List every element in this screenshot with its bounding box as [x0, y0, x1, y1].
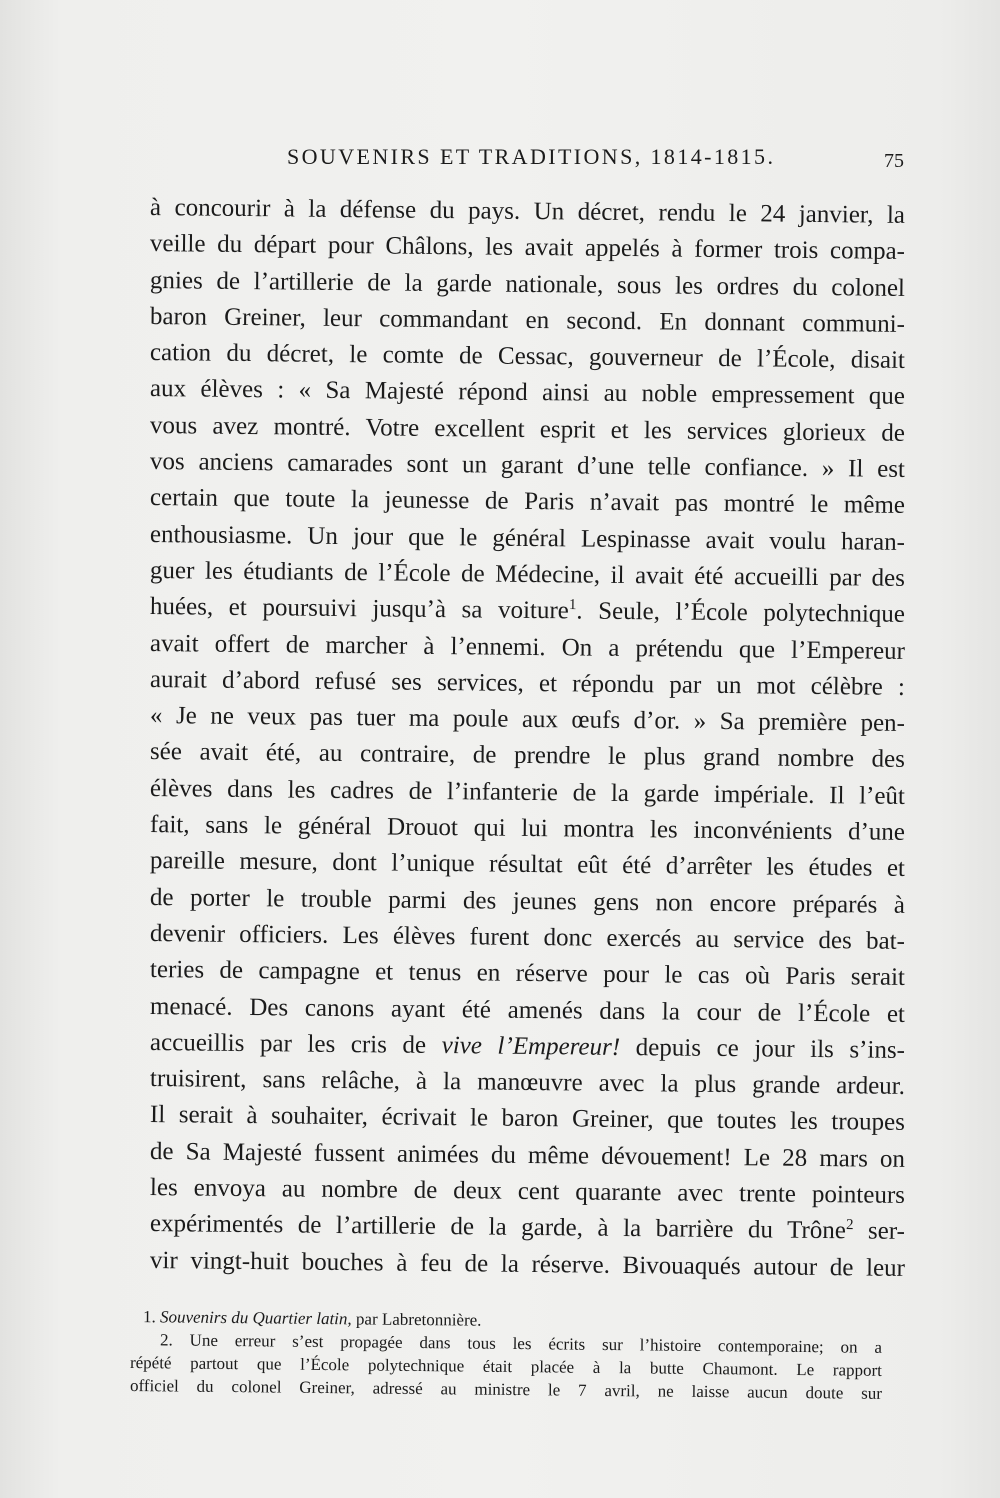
text-line: huées, et poursuivi jusqu’à sa voiture$^1$. Seule, l’École polytechnique	[149, 593, 906, 629]
text-line: vir vingt-huit bouches à feu de la réserve. Bivouaqués autour de leur	[149, 1246, 906, 1282]
text-line: enthousiasme. Un jour que le général Lespinasse avait voulu haran-	[149, 520, 906, 556]
text-line: guer les étudiants de l’École de Médecine, il avait été accueilli par des	[149, 556, 906, 592]
body-text	[149, 190, 906, 1282]
text-line: aurait d’abord refusé ses services, et répondu par un mot célèbre :	[149, 665, 906, 701]
running-title: SOUVENIRS ET TRADITIONS, 1814-1815.	[287, 144, 776, 169]
text-line: vos anciens camarades sont un garant d’une telle confiance. » Il est	[149, 448, 906, 483]
italic-phrase: vive l’Empereur!	[441, 1031, 621, 1061]
text-line: « Je ne veux pas tuer ma poule aux œufs d’or. » Sa première pen-	[149, 702, 906, 738]
footnote-2-line: 2. Une erreur s’est propagée dans tous les écrits sur l’histoire contemporaine; on a	[159, 1330, 883, 1357]
text-line: baron Greiner, leur commandant en second. En donnant communi-	[149, 302, 906, 338]
text-line: menacé. Des canons ayant été amenés dans la cour de l’École et	[149, 992, 906, 1028]
text-line: de Sa Majesté fussent animées du même dévouement! Le 28 mars on	[149, 1137, 906, 1173]
text-line: de porter le trouble parmi des jeunes gens non encore préparés à	[149, 883, 906, 919]
text-line: certain que toute la jeunesse de Paris n’avait pas montré le même	[149, 484, 906, 520]
footnote-1: 1. Souvenirs du Quartier latin, par Labretonnière.	[142, 1307, 482, 1330]
page-number: 75	[884, 150, 904, 172]
text-line: Il serait à souhaiter, écrivait le baron Greiner, que toutes les troupes	[149, 1101, 906, 1137]
footnote-ref: 1	[568, 597, 577, 614]
text-line: sée avait été, au contraire, de prendre le plus grand nombre des	[149, 738, 906, 774]
text-line: élèves dans les cadres de l’infanterie de la garde impériale. Il l’eût	[149, 774, 906, 810]
text-line: devenir officiers. Les élèves furent donc exercés au service des bat-	[149, 919, 906, 955]
footnote-2-line: répété partout que l’École polytechnique était placée à la butte Chaumont. Le rapport	[129, 1353, 883, 1380]
footnote-2-line: officiel du colonel Greiner, adressé au ministre le 7 avril, ne laisse aucun doute sur	[129, 1376, 883, 1403]
text-line: les envoya au nombre de deux cent quarante avec trente pointeurs	[149, 1174, 906, 1209]
text-line: gnies de l’artillerie de la garde nationale, sous les ordres du colonel	[149, 266, 906, 302]
text-line: pareille mesure, dont l’unique résultat eût été d’arrêter les études et	[149, 847, 906, 883]
footnotes	[129, 1305, 883, 1403]
text-line: accueillis par les cris de vive l’Empereur! depuis ce jour ils s’ins-	[149, 1028, 906, 1064]
text-line: teries de campagne et tenus en réserve pour le cas où Paris serait	[149, 956, 906, 992]
text-line: aux élèves : « Sa Majesté répond ainsi au noble empressement que	[149, 375, 906, 411]
text-line: fait, sans le général Drouot qui lui montra les inconvénients d’une	[149, 811, 906, 846]
text-line: à concourir à la défense du pays. Un décret, rendu le 24 janvier, la	[149, 194, 906, 229]
text-line: truisirent, sans relâche, à la manœuvre avec la plus grande ardeur.	[149, 1065, 906, 1101]
footnote-ref: 2	[845, 1217, 854, 1234]
page-header	[0, 138, 1000, 178]
text-line: avait offert de marcher à l’ennemi. On a prétendu que l’Empereur	[149, 629, 906, 665]
text-line: vous avez montré. Votre excellent esprit et les services glorieux de	[149, 411, 906, 447]
text-line: cation du décret, le comte de Cessac, gouverneur de l’École, disait	[149, 339, 906, 375]
text-line: veille du départ pour Châlons, les avait appelés à former trois compa-	[149, 230, 906, 266]
text-line: expérimentés de l’artillerie de la garde, à la barrière du Trône$^2$ ser-	[149, 1210, 906, 1246]
